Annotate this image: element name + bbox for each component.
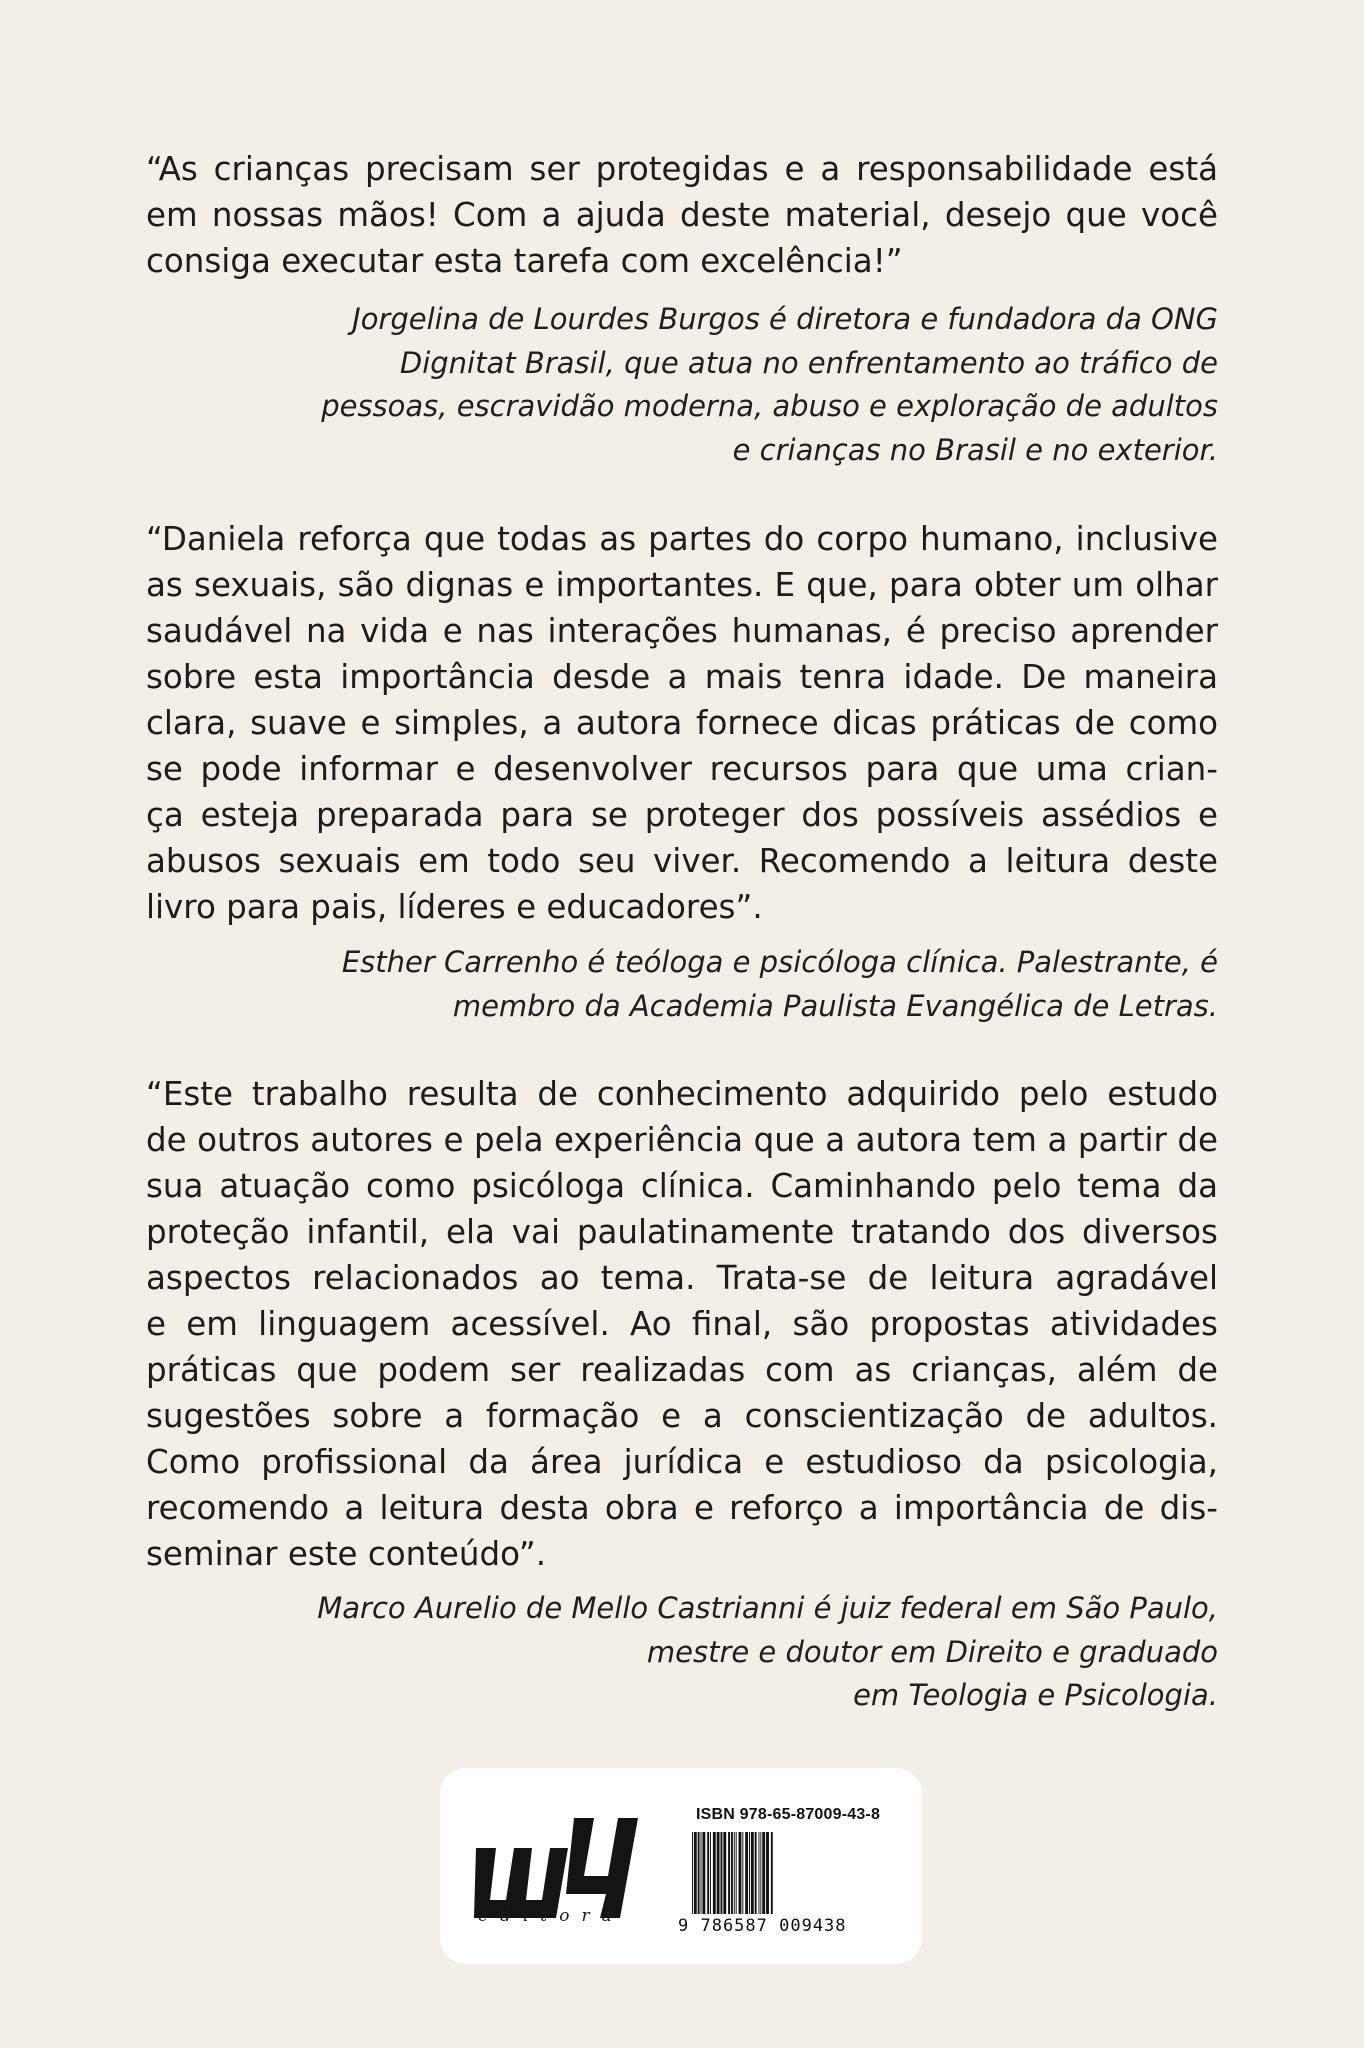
barcode-bar: [760, 1832, 761, 1914]
quote-line: de outros autores e pela experiência que a autora tem a partir de: [146, 1121, 1218, 1159]
quote-line: “Este trabalho resulta de conhecimento adquirido pelo estudo: [146, 1075, 1218, 1113]
quote-line: recomendo a leitura desta obra e reforço a importância de dis-: [146, 1489, 1218, 1527]
barcode-bar: [692, 1832, 693, 1914]
barcode-bar: [723, 1832, 726, 1914]
testimonial-quote-1: [146, 146, 1218, 284]
quote-line: “Daniela reforça que todas as partes do corpo humano, inclusive: [146, 520, 1218, 558]
quote-line: proteção infantil, ela vai paulatinamente tratando dos diversos: [146, 1213, 1218, 1251]
quote-line: sobre esta importância desde a mais tenra idade. De maneira: [146, 658, 1218, 696]
quote-line: as sexuais, são dignas e importantes. E que, para obter um olhar: [146, 566, 1218, 604]
quote-line: ça esteja preparada para se proteger dos possíveis assédios e: [146, 796, 1218, 834]
attribution-line: Marco Aurelio de Mello Castrianni é juiz federal em São Paulo,: [317, 1591, 1218, 1625]
barcode-bar: [698, 1832, 700, 1914]
barcode-bar: [749, 1832, 750, 1914]
barcode-number: 9 786587 009438: [678, 1916, 847, 1936]
attribution-line: e crianças no Brasil e no exterior.: [732, 432, 1218, 467]
barcode-bar: [751, 1832, 754, 1914]
barcode-bar: [731, 1832, 733, 1914]
barcode-bar: [694, 1832, 697, 1914]
barcode-bar: [762, 1832, 765, 1914]
quote-line: seminar este conteúdo”.: [146, 1535, 547, 1573]
publisher-subtitle: editora: [478, 1906, 624, 1926]
testimonial-attribution-1: [238, 298, 1218, 472]
barcode-bar: [766, 1832, 769, 1914]
barcode-bar: [702, 1832, 705, 1914]
quote-line: Como profissional da área jurídica e estudioso da psicologia,: [146, 1443, 1218, 1481]
barcode-bar: [759, 1832, 760, 1914]
quote-line: práticas que podem ser realizadas com as crianças, além de: [146, 1351, 1218, 1389]
quote-line: “As crianças precisam ser protegidas e a responsabilidade está: [146, 150, 1218, 188]
barcode-bar: [734, 1832, 735, 1914]
quote-line: se pode informar e desenvolver recursos para que uma crian-: [146, 750, 1218, 788]
quote-line: sua atuação como psicóloga clínica. Caminhando pelo tema da: [146, 1167, 1218, 1205]
quote-line: saudável na vida e nas interações humanas, é preciso aprender: [146, 612, 1218, 650]
barcode-bar: [736, 1832, 737, 1914]
barcode-bar: [717, 1832, 720, 1914]
barcode-bar: [742, 1832, 743, 1914]
attribution-line: Jorgelina de Lourdes Burgos é diretora e fundadora da ONG: [352, 302, 1218, 336]
barcode-bar: [713, 1832, 716, 1914]
quote-line: clara, suave e simples, a autora fornece dicas práticas de como: [146, 704, 1218, 742]
attribution-line: em Teologia e Psicologia.: [853, 1678, 1218, 1712]
testimonial-quote-2: [146, 516, 1218, 930]
quote-line: sugestões sobre a formação e a conscientização de adultos.: [146, 1397, 1218, 1435]
attribution-line: Dignitat Brasil, que atua no enfrentamento ao tráfico de: [399, 345, 1218, 380]
testimonial-attribution-2: [238, 941, 1218, 1028]
barcode-icon: [690, 1832, 886, 1914]
barcode-bar: [721, 1832, 723, 1914]
publisher-isbn-badge: [440, 1768, 922, 1964]
quote-line: livro para pais, líderes e educadores”.: [146, 888, 763, 926]
testimonial-attribution-3: [238, 1587, 1218, 1718]
barcode-bar: [771, 1832, 773, 1914]
barcode-bar: [710, 1832, 711, 1914]
barcode-bar: [701, 1832, 702, 1914]
attribution-line: membro da Academia Paulista Evangélica de Letras.: [452, 988, 1218, 1023]
testimonial-quote-3: [146, 1071, 1218, 1577]
barcode-bar: [739, 1832, 742, 1914]
barcode-bar: [745, 1832, 748, 1914]
quote-line: e em linguagem acessível. Ao final, são propostas atividades: [146, 1305, 1218, 1343]
barcode-bar: [728, 1832, 730, 1914]
quote-line: aspectos relacionados ao tema. Trata-se de leitura agradável: [146, 1259, 1218, 1297]
quote-line: consiga executar esta tarefa com excelência!”: [146, 242, 903, 280]
quote-line: abusos sexuais em todo seu viver. Recomendo a leitura deste: [146, 842, 1218, 880]
isbn-label: ISBN 978-65-87009-43-8: [696, 1806, 881, 1823]
attribution-line: Esther Carrenho é teóloga e psicóloga clínica. Palestrante, é: [341, 945, 1218, 979]
barcode-bar: [755, 1832, 757, 1914]
quote-line: em nossas mãos! Com a ajuda deste material, desejo que você: [146, 196, 1218, 234]
attribution-line: mestre e doutor em Direito e graduado: [646, 1634, 1218, 1669]
barcode-bar: [707, 1832, 709, 1914]
attribution-line: pessoas, escravidão moderna, abuso e exploração de adultos: [321, 389, 1218, 423]
